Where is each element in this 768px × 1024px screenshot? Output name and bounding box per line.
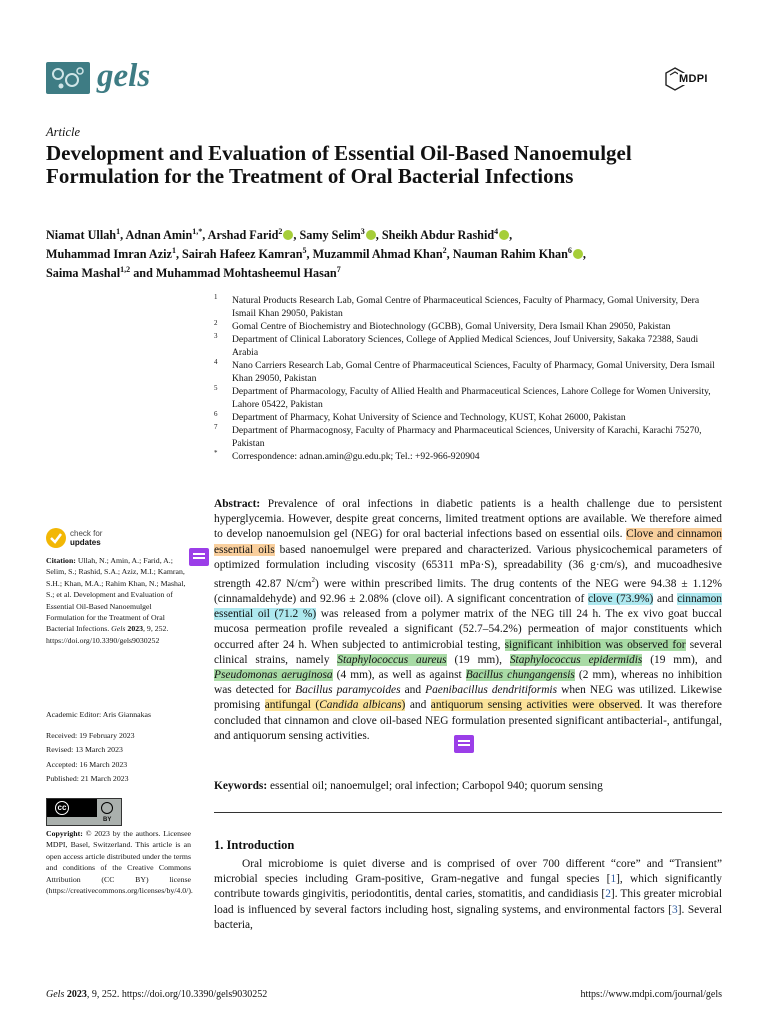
keywords-label: Keywords: (214, 780, 268, 792)
check-line: check for (70, 529, 103, 538)
highlight-s-aureus[interactable]: Staphylococcus aureus (337, 653, 447, 666)
affiliation-text: Nano Carriers Research Lab, Gomal Centre of Pharmaceutical Sciences, Faculty of Pharmacy, Gomal University, Dera Ismail Khan 29050, Pakistan (232, 360, 715, 384)
highlight-text: antifungal ( (264, 699, 320, 712)
abstract-text: based nanoemulgel were prepared and characterized. Various physicochemical parameters of optimized formulation including viscosity (65311 mPa·S), spreadability (36 g·cm/s), and mucoadhesive strength 42.87 N/cm (214, 543, 722, 590)
author-separator: and (130, 266, 156, 281)
abstract-text: ) were within prescribed limits. The drug contents of the NEG were 94.38 ± 1.12% (cinnamaldehyde) and 92.96 ± 2.08% (clove oil). A significant concentration of (214, 577, 722, 606)
comment-marker-icon[interactable] (454, 735, 474, 753)
author-affiliation-sup: 1 (171, 246, 176, 256)
author-name: Saima Mashal (46, 266, 121, 281)
footer-year: 2023 (66, 989, 87, 1000)
abstract-text: was released from a polymer matrix of the NEG till 24 h. The ex vivo goat buccal mucosa permeation profile revealed a significant (52.7–54.2%) permeation of major constituents which occurred after 24 h. When subjected to antimicrobial testing, (214, 608, 722, 651)
citation-text: , 9, 252. https://doi.org/10.3390/gels9030252 (46, 624, 169, 645)
author-name: Arshad Farid (207, 228, 279, 243)
affiliation-text: Department of Pharmacognosy, Faculty of Pharmacy and Pharmaceutical Sciences, University of Karachi, Karachi 75270, Pakistan (232, 425, 702, 449)
citation-label: Citation: (46, 556, 76, 565)
body-text: ]. This greater microbial load is influenced by several factors including host, signaling systems, and environmental factors [ (214, 888, 722, 916)
affiliation-item (214, 385, 724, 411)
highlight-clove-cinnamon[interactable]: Clove and cinnamon essential oils (214, 528, 722, 556)
highlight-s-epidermidis[interactable]: Staphylococcus epidermidis (509, 653, 643, 666)
highlight-antiquorum[interactable]: antiquorum sensing activities were observed (430, 699, 640, 712)
author-affiliation-sup: 1 (116, 227, 121, 236)
abstract (214, 497, 722, 744)
gels-logo-icon (46, 62, 90, 94)
affiliation-item (214, 294, 724, 320)
author-separator: , (375, 228, 382, 243)
orcid-icon[interactable] (499, 230, 509, 240)
footer-journal: Gels (46, 989, 65, 1000)
keywords (214, 779, 722, 794)
author-name: Muhammad Imran Aziz (46, 247, 172, 262)
article-type: Article (46, 125, 81, 139)
abstract-text: several clinical strains, namely (214, 638, 722, 666)
orcid-icon[interactable] (366, 230, 376, 240)
author-name: Muhammad Mohtasheemul Hasan (155, 266, 337, 281)
species-name: Bacillus paramycoides (295, 684, 401, 697)
highlight-inhibition[interactable]: significant inhibition was observed for (504, 638, 686, 651)
abstract-text: and (405, 699, 431, 712)
affiliations (214, 294, 724, 463)
copyright-text: © 2023 by the authors. Licensee MDPI, Basel, Switzerland. This article is an open access article distributed under the terms and conditions of the Creative Commons Attribution (CC BY) license (https://creativecommons.org/licenses/by/4.0/). (46, 829, 193, 896)
author-name: Muzammil Ahmad Khan (312, 247, 443, 262)
affiliation-text: Department of Pharmacy, Kohat University of Science and Technology, KUST, Kohat 26000, Pakistan (232, 412, 626, 423)
mdpi-text: MDPI (679, 73, 708, 85)
accepted-date: Accepted: 16 March 2023 (46, 759, 128, 769)
author-affiliation-sup: 6 (567, 246, 572, 256)
abstract-text: (19 mm), (446, 653, 510, 666)
affiliation-text: Department of Pharmacology, Faculty of Allied Health and Pharmaceutical Sciences, Lahore College for Women University, Lahore 05422, Pakistan (232, 386, 711, 410)
footer-doi: , 9, 252. https://doi.org/10.3390/gels9030252 (86, 989, 268, 1000)
highlight-p-aeruginosa[interactable]: Pseudomonas aeruginosa (214, 669, 333, 682)
by-label: BY (103, 817, 112, 823)
author-affiliation-sup: 1,* (192, 227, 203, 236)
citation-year: 2023 (125, 624, 144, 634)
reference-link[interactable]: 2 (605, 888, 611, 901)
species-name: Paenibacillus dendritiformis (425, 684, 558, 697)
affiliation-number: 7 (214, 423, 218, 431)
revised-date: Revised: 13 March 2023 (46, 745, 123, 755)
affiliation-item (214, 333, 724, 359)
abstract-text: (4 mm), as well as against (332, 669, 466, 682)
author-separator: , (306, 247, 313, 262)
abstract-text: (19 mm), and (642, 653, 722, 666)
affiliation-number: 3 (214, 332, 218, 340)
check-line: updates (70, 538, 101, 547)
highlight-b-chungangensis[interactable]: Bacillus chungangensis (465, 669, 575, 682)
check-for-updates-badge[interactable] (46, 528, 166, 550)
affiliation-number: 4 (214, 358, 218, 366)
author-affiliation-sup: 2 (442, 246, 447, 256)
author-name: Adnan Amin (125, 228, 193, 243)
author-separator: , (202, 228, 208, 243)
author-affiliation-sup: 1,2 (120, 265, 131, 275)
copyright-label: Copyright: (46, 829, 83, 838)
citation (46, 555, 191, 646)
affiliation-text: Gomal Centre of Biochemistry and Biotechnology (GCBB), Gomal University, Dera Ismail Khan 29050, Pakistan (232, 321, 671, 332)
affiliation-item (214, 424, 724, 450)
paper-title: Development and Evaluation of Essential Oil-Based Nanoemulgel Formulation for the Treatment of Oral Bacterial Infections (46, 141, 632, 188)
abstract-text: . It was therefore concluded that cinnamon and clove oil-based NEG formulation presented significant antibacterial-, antifungal, and antiquorum sensing activities. (214, 699, 722, 742)
journal-name: gels (97, 58, 151, 94)
check-icon (46, 528, 66, 548)
author-name: Samy Selim (299, 228, 361, 243)
author-name: Niamat Ullah (46, 228, 117, 243)
author-affiliation-sup: 2 (278, 227, 283, 236)
body-text: ], which significantly contribute towards gingivitis, periodontitis, dental caries, stomatitis, and candidiasis [ (214, 873, 722, 901)
affiliation-text: Natural Products Research Lab, Gomal Centre of Pharmaceutical Sciences, Faculty of Pharmacy, Gomal University, Dera Ismail Khan 29050, Pakistan (232, 295, 700, 319)
author-separator: , (175, 247, 183, 262)
copyright (46, 828, 191, 896)
person-icon (101, 802, 113, 814)
academic-editor: Academic Editor: Aris Giannakas (46, 710, 152, 719)
reference-link[interactable]: 3 (671, 903, 678, 916)
keywords-text: essential oil; nanoemulgel; oral infection; Carbopol 940; quorum sensing (267, 780, 603, 792)
affiliation-number: 2 (214, 319, 218, 327)
author-list (46, 224, 736, 281)
highlight-clove[interactable]: clove (73.9%) (587, 593, 654, 606)
abstract-text: when NEG was utilized. Likewise promising (214, 684, 722, 712)
body-text: Oral microbiome is quiet diverse and is comprised of over 700 different “core” and “Transient” microbial species including Gram-positive, Gram-negative and fungal species [ (214, 858, 722, 886)
affiliation-item (214, 359, 724, 385)
body-text: ]. Several bacteria, (214, 903, 722, 931)
highlight-cinnamon[interactable]: cinnamon essential oil (71.2 %) (214, 593, 722, 621)
citation-text: Ullah, N.; Amin, A.; Farid, A.; Selim, S.; Rashid, S.A.; Aziz, M.I.; Kamran, S.H.; Khan, M.A.; Rahim Khan, N.; Mashal, S.; et al. Development and Evaluation of Essential Oil-Based Nanoemulgel Formulation for the Treatment of Oral Bacterial Infections. (46, 556, 186, 634)
author-separator: , (293, 228, 300, 243)
highlight-antifungal[interactable] (265, 699, 406, 711)
publication-dates (46, 730, 191, 785)
author-affiliation-sup: 7 (336, 265, 341, 275)
footer-citation (46, 989, 267, 1000)
author-name: Nauman Rahim Khan (452, 247, 568, 262)
section-heading: 1. Introduction (214, 838, 295, 852)
species-name: Candida albicans (319, 699, 402, 712)
published-date: Published: 21 March 2023 (46, 774, 129, 784)
abstract-label: Abstract: (214, 498, 261, 510)
affiliation-item (214, 320, 724, 333)
author-affiliation-sup: 4 (494, 227, 499, 236)
abstract-text: and (400, 684, 426, 697)
author-separator: , (509, 228, 513, 243)
affiliation-item (214, 411, 724, 424)
citation-journal: Gels (111, 624, 126, 634)
affiliation-number: 1 (214, 293, 218, 301)
superscript: 2 (311, 576, 316, 585)
reference-link[interactable]: 1 (610, 873, 617, 886)
divider (214, 812, 722, 813)
abstract-text: and (653, 593, 678, 606)
check-for-updates-text (70, 529, 102, 547)
orcid-icon[interactable] (283, 230, 293, 240)
author-name: Sheikh Abdur Rashid (381, 228, 495, 243)
author-affiliation-sup: 3 (360, 227, 365, 236)
introduction-paragraph (214, 857, 722, 933)
author-separator: , (446, 247, 453, 262)
author-name: Sairah Hafeez Kamran (182, 247, 303, 262)
author-separator: , (582, 247, 586, 262)
abstract-text: (2 mm), whereas no inhibition was detected for (214, 669, 723, 697)
cc-by-license-badge[interactable] (46, 798, 122, 826)
received-date: Received: 19 February 2023 (46, 731, 135, 740)
abstract-text: Prevalence of oral infections in diabetic patients is a health challenge due to persistent hyperglycemia. However, despite great concerns, limited treatment options are available. We therefore aimed to develop nanoemulsion gel (NEG) for oral bacterial infections based on essential oils. (214, 498, 722, 541)
affiliation-number: * (214, 449, 218, 457)
comment-marker-icon[interactable] (189, 548, 209, 566)
affiliation-number: 5 (214, 384, 218, 392)
author-separator: , (120, 228, 126, 243)
affiliation-item (214, 450, 724, 463)
footer-url[interactable]: https://www.mdpi.com/journal/gels (580, 989, 722, 1000)
mdpi-logo (664, 67, 720, 91)
cc-badge-background (47, 799, 97, 817)
orcid-icon[interactable] (573, 249, 583, 259)
highlight-text: ) (401, 699, 406, 712)
author-affiliation-sup: 5 (302, 246, 307, 256)
cc-icon: cc (55, 801, 69, 815)
affiliation-text: Department of Clinical Laboratory Sciences, College of Applied Medical Sciences, Jouf University, Sakaka 72388, Saudi Arabia (232, 334, 699, 358)
affiliation-number: 6 (214, 410, 218, 418)
affiliation-text: Correspondence: adnan.amin@gu.edu.pk; Tel.: +92-966-920904 (232, 451, 480, 462)
